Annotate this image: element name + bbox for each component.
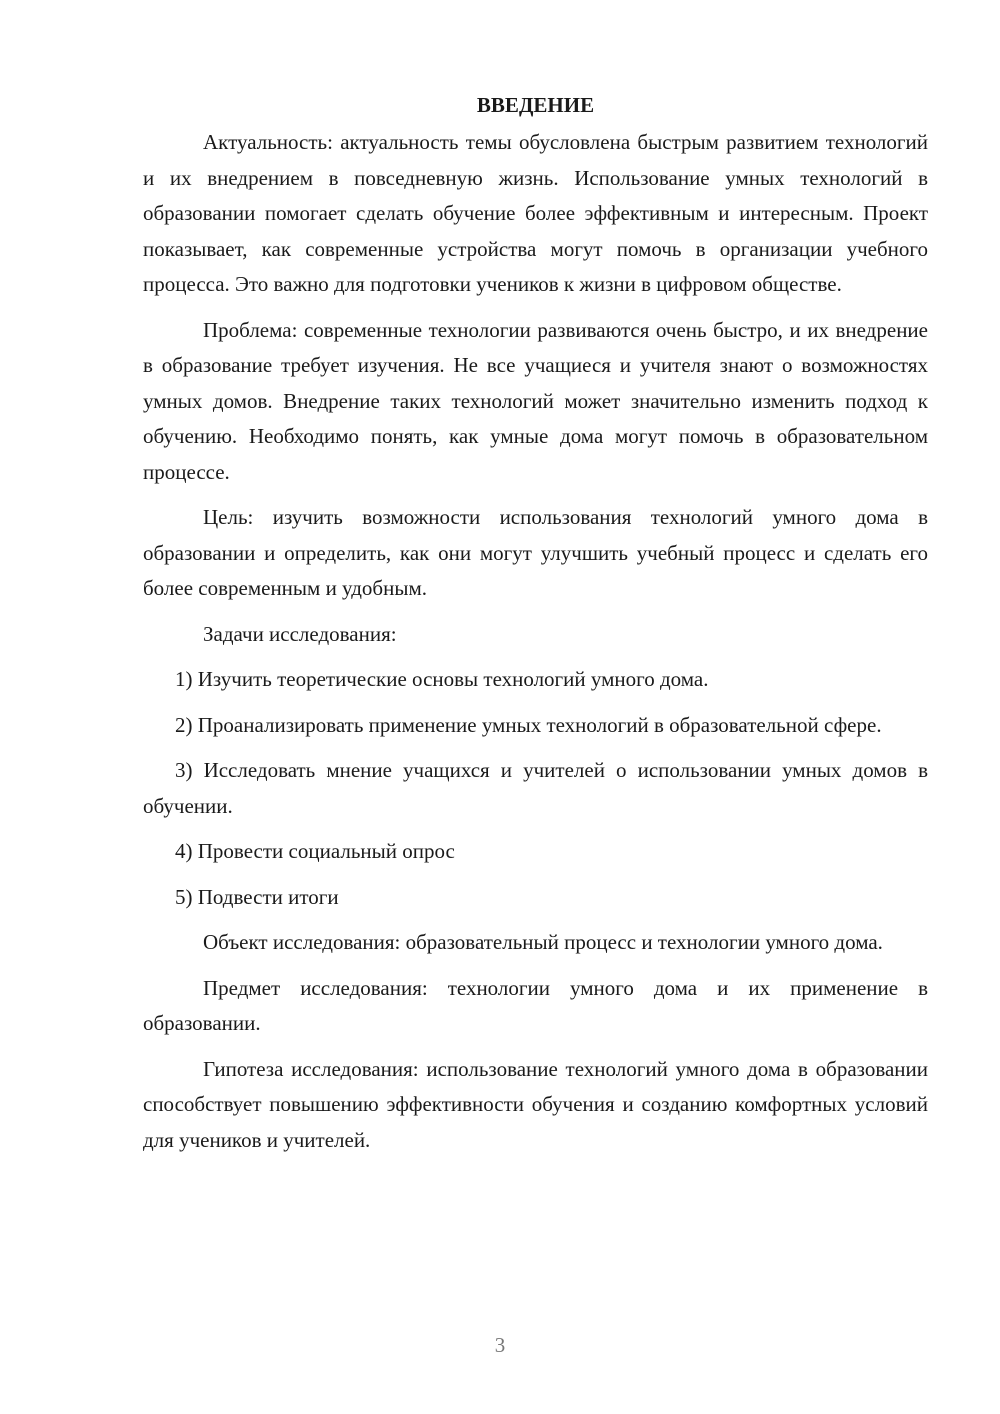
relevance-paragraph: Актуальность: актуальность темы обусловлена быстрым развитием технологий и их внедрением в повседневную жизнь. Использование умных технологий в образовании помогает сделать обучение более эффективным и интересным. Проект показывает, как современные устройства могут помочь в организации учебного процесса. Это важно для подготовки учеников к жизни в цифровом обществе. [143, 130, 928, 296]
tasks-heading: Задачи исследования: [203, 621, 397, 646]
document-page [143, 88, 928, 1168]
task-item-3: 3) Исследовать мнение учащихся и учителей о использовании умных домов в обучении. [143, 758, 928, 818]
task-item-2: 2) Проанализировать применение умных технологий в образовательной сфере. [175, 712, 882, 737]
task-item-4: 4) Провести социальный опрос [175, 839, 455, 863]
goal-paragraph: Цель: изучить возможности использования технологий умного дома в образовании и определить, как они могут улучшить учебный процесс и сделать его более современным и удобным. [143, 505, 928, 600]
hypothesis-paragraph: Гипотеза исследования: использование технологий умного дома в образовании способствует повышению эффективности обучения и созданию комфортных условий для учеников и учителей. [143, 1056, 928, 1152]
page-number: 3 [494, 1333, 506, 1357]
problem-paragraph: Проблема: современные технологии развиваются очень быстро, и их внедрение в образование требует изучения. Не все учащиеся и учителя знают о возможностях умных домов. Внедрение таких технологий может значительно изменить подход к обучению. Необходимо понять, как умные дома могут помочь в образовательном процессе. [143, 317, 928, 484]
document-title: ВВЕДЕНИЕ [476, 93, 595, 117]
subject-paragraph: Предмет исследования: технологии умного дома и их применение в образовании. [143, 975, 928, 1035]
object-paragraph: Объект исследования: образовательный процесс и технологии умного дома. [203, 930, 883, 954]
task-item-1: 1) Изучить теоретические основы технологий умного дома. [175, 667, 709, 691]
task-item-5: 5) Подвести итоги [175, 884, 339, 909]
